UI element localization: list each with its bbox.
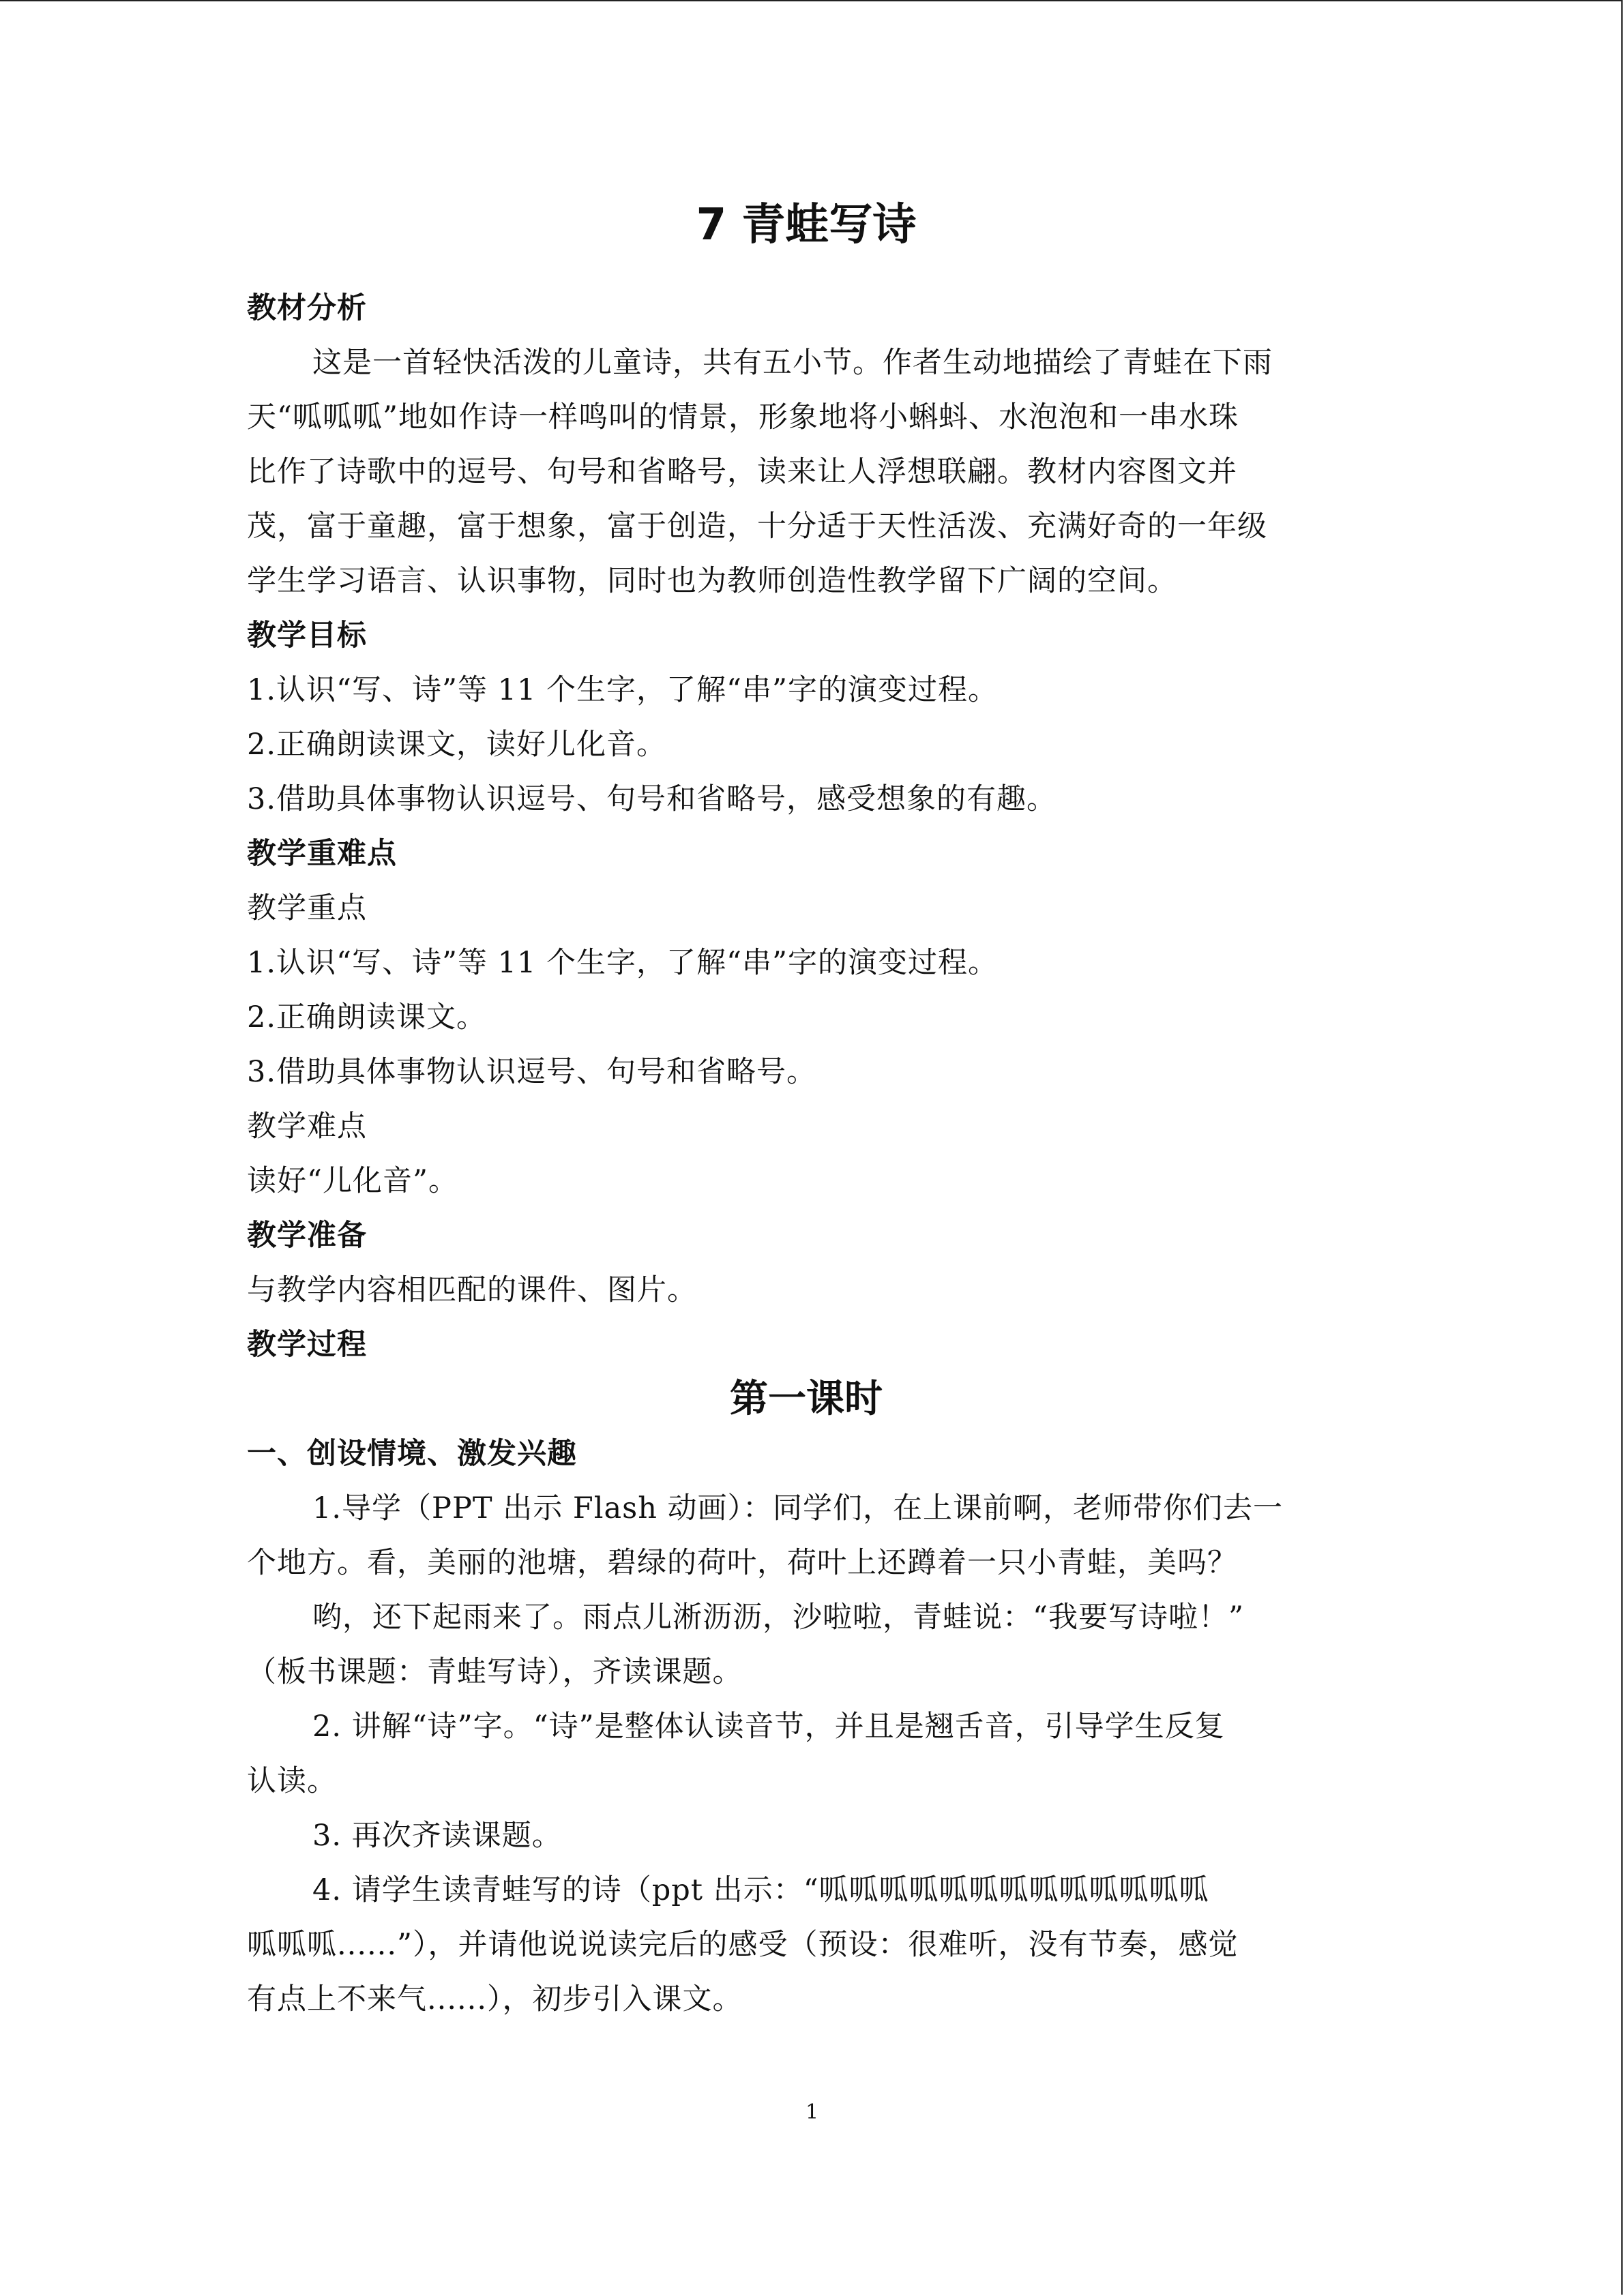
paragraph-line: 4. 请学生读青蛙写的诗（ppt 出示：“呱呱呱呱呱呱呱呱呱呱呱呱呱 [312, 1873, 1209, 1907]
difficult-label: 教学难点 [247, 1109, 367, 1144]
key-label: 教学重点 [247, 891, 367, 925]
paragraph-line: 比作了诗歌中的逗号、句号和省略号，读来让人浮想联翩。教材内容图文并 [247, 455, 1237, 489]
paragraph-line: 有点上不来气......），初步引入课文。 [247, 1982, 743, 2016]
key-item: 2.正确朗读课文。 [247, 1000, 487, 1034]
paragraph-line: 呱呱呱......”），并请他说说读完后的感受（预设：很难听，没有节奏，感觉 [247, 1928, 1239, 1962]
goal-item: 1.认识“写、诗”等 11 个生字，了解“串”字的演变过程。 [247, 673, 999, 707]
key-item: 1.认识“写、诗”等 11 个生字，了解“串”字的演变过程。 [247, 946, 999, 980]
section-heading-preparation: 教学准备 [247, 1219, 367, 1253]
section-heading-analysis: 教材分析 [247, 291, 367, 325]
step-1b-paragraph [247, 1590, 1365, 1699]
paragraph-line: 1.导学（PPT 出示 Flash 动画）：同学们，在上课前啊，老师带你们去一 [312, 1491, 1284, 1525]
paragraph-line: 学生学习语言、认识事物，同时也为教师创造性教学留下广阔的空间。 [247, 564, 1177, 598]
paragraph-line: 认读。 [247, 1764, 337, 1798]
key-item: 3.借助具体事物认识逗号、句号和省略号。 [247, 1055, 817, 1089]
page-number: 1 [805, 2100, 819, 2124]
section-heading-keypoints: 教学重难点 [247, 837, 397, 871]
paragraph-line: 2. 讲解“诗”字。“诗”是整体认读音节，并且是翘舌音，引导学生反复 [312, 1710, 1225, 1744]
paragraph-line: 茂，富于童趣，富于想象，富于创造，十分适于天性活泼、充满好奇的一年级 [247, 509, 1267, 543]
paragraph-line: 这是一首轻快活泼的儿童诗，共有五小节。作者生动地描绘了青蛙在下雨 [312, 346, 1273, 380]
difficult-text: 读好“儿化音”。 [247, 1164, 458, 1198]
lesson-title: 第一课时 [730, 1377, 883, 1421]
paragraph-line: 个地方。看，美丽的池塘，碧绿的荷叶，荷叶上还蹲着一只小青蛙，美吗？ [247, 1546, 1237, 1580]
step-1-paragraph [247, 1481, 1365, 1590]
document-body [247, 184, 1365, 2027]
section-heading-goals: 教学目标 [247, 618, 367, 653]
goal-item: 2.正确朗读课文，读好儿化音。 [247, 728, 667, 762]
part-heading: 一、创设情境、激发兴趣 [247, 1437, 577, 1471]
goal-item: 3.借助具体事物认识逗号、句号和省略号，感受想象的有趣。 [247, 782, 1057, 816]
preparation-text: 与教学内容相匹配的课件、图片。 [247, 1273, 697, 1307]
page-title: 7 青蛙写诗 [696, 200, 917, 250]
paragraph-line: 天“呱呱呱”地如作诗一样鸣叫的情景，形象地将小蝌蚪、水泡泡和一串水珠 [247, 400, 1239, 434]
section-heading-process: 教学过程 [247, 1328, 367, 1362]
step-2-paragraph [247, 1699, 1365, 1808]
paragraph-line: 3. 再次齐读课题。 [312, 1819, 562, 1853]
paragraph-line: 哟，还下起雨来了。雨点儿淅沥沥，沙啦啦，青蛙说：“我要写诗啦！” [312, 1600, 1244, 1635]
analysis-paragraph [247, 336, 1365, 608]
step-4-paragraph [247, 1863, 1365, 2027]
paragraph-line: （板书课题：青蛙写诗），齐读课题。 [247, 1655, 743, 1689]
step-3-paragraph [247, 1808, 1365, 1863]
